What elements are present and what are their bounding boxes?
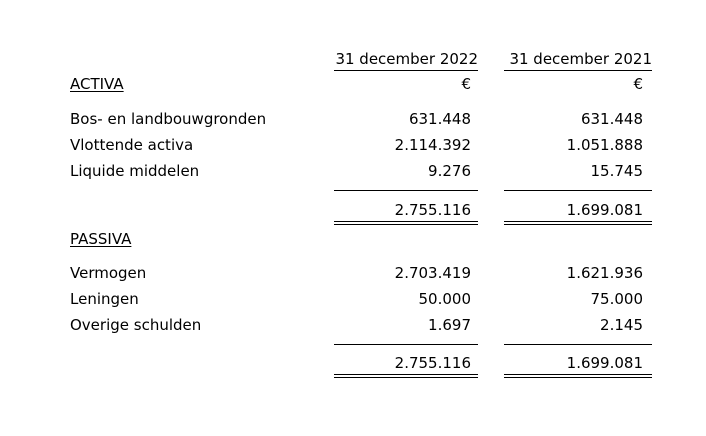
passiva-row-label: Leningen [70, 290, 139, 308]
passiva-row-value-2021: 1.621.936 [566, 264, 643, 282]
passiva-row-label: Vermogen [70, 264, 147, 282]
passiva-total-double-rule-2022 [334, 377, 478, 378]
activa-total-double-rule-2021 [504, 224, 652, 225]
activa-row-value-2021: 631.448 [580, 110, 643, 128]
activa-total-2022: 2.755.116 [394, 201, 471, 219]
passiva-subtotal-rule-2021 [504, 344, 652, 345]
activa-row-label: Bos- en landbouwgronden [70, 110, 267, 128]
passiva-total-double-rule-2022 [334, 374, 478, 375]
column-header-2022: 31 december 2022 [335, 50, 478, 68]
passiva-row-value-2021: 2.145 [600, 316, 643, 334]
passiva-row-value-2022: 50.000 [418, 290, 471, 308]
passiva-row-label: Overige schulden [70, 316, 202, 334]
activa-row-value-2022: 2.114.392 [394, 136, 471, 154]
header-rule-2022 [334, 70, 478, 71]
passiva-total-2022: 2.755.116 [394, 354, 471, 372]
activa-heading: ACTIVA [70, 75, 124, 93]
passiva-row-value-2022: 1.697 [428, 316, 471, 334]
activa-row-label: Liquide middelen [70, 162, 200, 180]
passiva-row-value-2021: 75.000 [590, 290, 643, 308]
passiva-subtotal-rule-2022 [334, 344, 478, 345]
activa-row-value-2022: 9.276 [428, 162, 471, 180]
activa-total-double-rule-2021 [504, 221, 652, 222]
column-header-2021: 31 december 2021 [509, 50, 652, 68]
header-rule-2021 [504, 70, 652, 71]
passiva-heading: PASSIVA [70, 230, 132, 248]
activa-total-2021: 1.699.081 [566, 201, 643, 219]
activa-row-value-2021: 1.051.888 [566, 136, 643, 154]
activa-subtotal-rule-2021 [504, 190, 652, 191]
currency-symbol-2021: € [633, 75, 643, 93]
passiva-row-value-2022: 2.703.419 [394, 264, 471, 282]
passiva-total-double-rule-2021 [504, 374, 652, 375]
activa-subtotal-rule-2022 [334, 190, 478, 191]
activa-row-value-2022: 631.448 [408, 110, 471, 128]
passiva-total-double-rule-2021 [504, 377, 652, 378]
activa-row-label: Vlottende activa [70, 136, 194, 154]
activa-row-value-2021: 15.745 [590, 162, 643, 180]
currency-symbol-2022: € [461, 75, 471, 93]
passiva-total-2021: 1.699.081 [566, 354, 643, 372]
activa-total-double-rule-2022 [334, 221, 478, 222]
activa-total-double-rule-2022 [334, 224, 478, 225]
